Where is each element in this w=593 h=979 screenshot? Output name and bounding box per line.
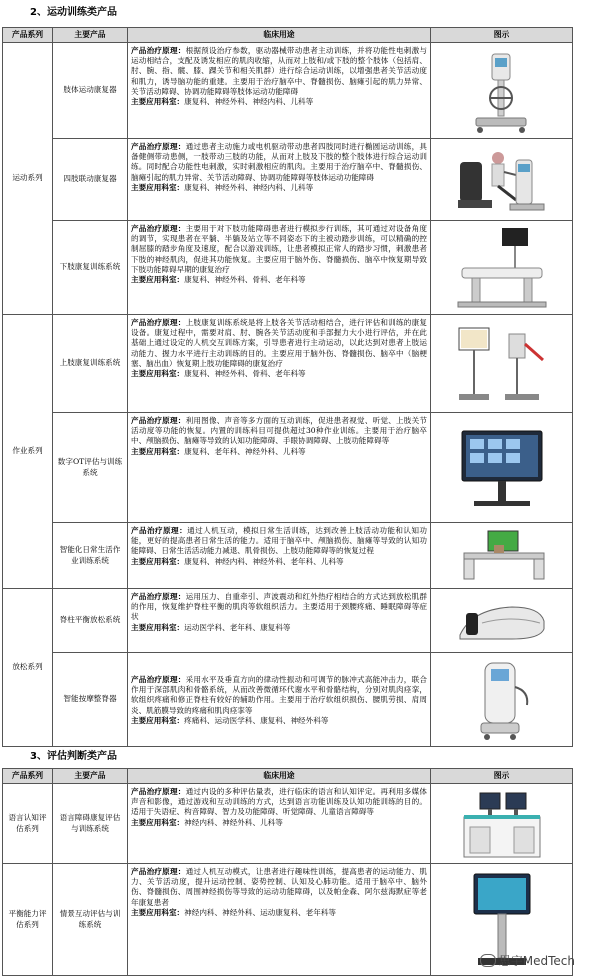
table-header [3,28,573,43]
product-cell: 上肢康复训练系统 [53,315,128,413]
series-cell: 作业系列 [3,315,53,589]
language-assessment-station-image [454,787,550,861]
dept-text: 神经内科、神经外科、运动康复科、老年科等 [184,907,337,917]
table-row [3,221,573,315]
principle-label: 产品治疗原理： [131,674,186,684]
image-cell [431,784,573,864]
product-cell: 语言障碍康复评估与训练系统 [53,784,128,864]
watermark [480,952,575,969]
usage-cell [128,523,431,589]
principle-text: 上肢康复训练系统是将上肢各关节活动相结合，进行评估和训练的康复设备。康复过程中，需要对肩、肘、腕各关节活动度和手部握力大小进行评估，并在此基础上通过设定的人机交互训练方案，引导患者进行主动运动，以此达到对患者上肢运动能力、握力水平进行主动训练的目的。主要应用于脑外伤、脊髓损伤、脑卒中（脑梗塞、脑出血）恢复期上肢功能障碍的康复治疗 [131,318,427,368]
principle-label: 产品治疗原理： [131,592,186,601]
spine-balance-system-image [452,595,552,647]
table-row [3,784,573,864]
product-cell: 情景互动评估与训练系统 [53,864,128,976]
digital-ot-screen-image [454,425,550,511]
header-series: 产品系列 [3,28,53,43]
product-cell: 四肢联动康复器 [53,139,128,221]
image-cell [431,315,573,413]
image-cell [431,139,573,221]
principle-label: 产品治疗原理： [131,46,186,55]
section-2-title: 2、运动训练类产品 [30,7,117,18]
sport-products-table [2,27,573,747]
image-cell [431,653,573,747]
principle-text: 采用水平及垂直方向的律动性振动和可调节的脉冲式高能冲击力，联合作用于深部肌肉和骨骼系统，从而改善微循环代谢水平和骨骼结构，分别对肌肉痉挛，软组织疼痛和修正脊柱有较好的辅助作用。主要用于治疗软组织损伤、腰肌劳损、肩周炎、肌筋膜导致的疼痛和肌肉痉挛等 [131,674,427,715]
dept-text: 康复科、神经外科、骨科、老年科等 [184,275,306,285]
dept-text: 康复科、神经外科、神经内科、儿科等 [184,182,314,192]
header-image: 图示 [431,769,573,784]
dept-label: 主要应用科室： [131,446,185,456]
dept-text: 康复科、神经外科、骨科、老年科等 [184,369,306,379]
image-cell [431,589,573,653]
series-cell: 运动系列 [3,43,53,315]
usage-cell [128,43,431,139]
header-image: 图示 [431,28,573,43]
table-row [3,523,573,589]
principle-label: 产品治疗原理： [131,526,188,535]
assessment-products-table [2,768,573,976]
image-cell [431,43,573,139]
principle-label: 产品治疗原理： [131,416,186,425]
adl-training-desk-image [454,527,550,585]
table-row [3,43,573,139]
table-row [3,413,573,523]
principle-text: 通过患者主动施力或电机驱动带动患者四肢同时进行椭圆运动训练，具备健侧带动患侧，一肢带动三肢的功能，从而对上肢及下肢的整个肢体进行综合运动训练。同时配合功能性电刺激，实时刺激相应的肌肉。主要用于治疗脑卒中、脊髓损伤、脑瘫引起的肌力异常、关节活动障碍、协调功能障碍等肢体运动功能障碍 [131,142,427,182]
header-product: 主要产品 [53,769,128,784]
product-cell: 肢体运动康复器 [53,43,128,139]
product-cell: 数字OT评估与训练系统 [53,413,128,523]
dept-text: 康复科、老年科、神经外科、儿科等 [184,446,306,456]
watermark-text: 思宇MedTech [498,954,575,968]
principle-text: 通过人机互动模式，让患者进行趣味性训练，提高患者的运动能力、肌力、关节活动度，提升运动控制、姿势控制、认知及心肺功能。适用于脑卒中、脑外伤、脊髓损伤、周围神经损伤等导致的运动功能障碍，以及帕金森、阿尔兹海默症等老年康复患者 [131,867,427,907]
usage-cell [128,589,431,653]
dept-label: 主要应用科室： [131,182,185,192]
usage-cell [128,864,431,976]
dept-label: 主要应用科室： [131,556,185,566]
product-cell: 脊柱平衡放松系统 [53,589,128,653]
usage-cell [128,221,431,315]
dept-label: 主要应用科室： [131,907,185,917]
lower-limb-system-image [452,224,552,312]
image-cell [431,523,573,589]
principle-text: 通过内设的多种评估量表，进行临床的语言和认知评定。再利用多媒体声音和影像，通过游戏和互动训练的方式，达到语言功能训练及认知功能训练的目的。适用于失语症、构音障碍、智力及功能障碍、听觉障碍、儿童语言障碍等 [131,787,427,817]
header-usage: 临床用途 [128,28,431,43]
section-3-title: 3、评估判断类产品 [30,751,117,762]
dept-label: 主要应用科室： [131,622,185,632]
image-cell [431,221,573,315]
header-product: 主要产品 [53,28,128,43]
table-row [3,589,573,653]
principle-text: 主要用于对下肢功能障碍患者进行模拟步行训练，其可通过对设备角度的调节，实现患者在平躺、半躺及站立等不同姿态下的主被动踏步训练，可以精确的控制屈膝的踏步角度及速度，配合以游戏训练，让患者模拟正常人的踏步习惯，刺激患者下肢的神经肌肉，促进其功能恢复。主要应用于脑外伤、脊髓损伤、脑卒中恢复期导致下肢功能障碍早期的康复治疗 [131,224,427,274]
dept-text: 神经内科、神经外科、儿科等 [184,817,283,827]
dept-text: 康复科、神经内科、神经外科、老年科、儿科等 [184,556,344,566]
usage-cell [128,413,431,523]
principle-label: 产品治疗原理： [131,867,186,876]
dept-label: 主要应用科室： [131,715,185,725]
table-row [3,139,573,221]
principle-text: 通过人机互动，模拟日常生活训练，达到改善上肢活动功能和认知功能，更好的提高患者日常生活的能力。适用于脑卒中、颅脑损伤、脑瘫等导致的认知功能障碍、日常生活活动能力减退、肌骨损伤、上肢功能障碍等的恢复过程 [131,526,427,556]
principle-text: 利用图像、声音等多方面的互动训练，促进患者视觉、听觉、上肢关节活动度等功能的恢复。内置的训练科目可提供超过30种作业训练。主要用于治疗脑卒中、颅脑损伤、脑瘫等导致的认知功能障碍、手眼协调障碍、上肢功能障碍等 [131,416,427,446]
dept-label: 主要应用科室： [131,275,185,285]
principle-label: 产品治疗原理： [131,787,186,796]
usage-cell [128,315,431,413]
table-row [3,315,573,413]
dept-text: 运动医学科、老年科、康复科等 [184,622,291,632]
table-header [3,769,573,784]
dept-label: 主要应用科室： [131,817,185,827]
series-cell: 平衡能力评估系列 [3,864,53,976]
usage-cell [128,784,431,864]
principle-label: 产品治疗原理： [131,224,186,233]
product-cell: 智能化日常生活作业训练系统 [53,523,128,589]
principle-text: 运用压力、自重牵引、声波震动和红外热疗相结合的方式达到放松肌群的作用，恢复维护脊柱平衡的肌肉等软组织活力。主要适用于颈腰疼痛、睡眠障碍等症状 [131,592,427,622]
principle-label: 产品治疗原理： [131,142,186,151]
product-cell: 下肢康复训练系统 [53,221,128,315]
massage-spine-device-image [467,657,537,743]
principle-label: 产品治疗原理： [131,318,186,327]
usage-cell [128,653,431,747]
image-cell [431,413,573,523]
dept-text: 康复科、神经外科、神经内科、儿科等 [184,97,314,107]
dept-text: 疼痛科、运动医学科、康复科、神经外科等 [184,715,329,725]
series-cell: 放松系列 [3,589,53,747]
dept-label: 主要应用科室： [131,369,185,379]
table-row [3,653,573,747]
product-cell: 智能按摩整脊器 [53,653,128,747]
four-limb-device-image [454,142,549,218]
usage-cell [128,139,431,221]
series-cell: 语言认知评估系列 [3,784,53,864]
principle-text: 根据预设治疗参数，驱动器械带动患者主动训练，并将功能性电刺激与运动相结合，支配及诱发相应的肌肉收缩，从而对上肢和/或下肢的整个肢体（包括肩、肘、腕、指、髋、膝、踝关节和相关肌群）进行综合运动训练，以增强患者关节活动度和肌力，诱导脑功能的重建。主要用于治疗脑卒中、脊髓损伤、脑瘫引起的肌力异常、关节活动障碍、协调功能障碍等肢体运动功能障碍 [131,46,427,96]
chat-bubble-icon [480,954,496,967]
header-usage: 临床用途 [128,769,431,784]
header-series: 产品系列 [3,769,53,784]
upper-limb-system-image [447,320,557,408]
limb-rehab-device-image [462,46,542,136]
dept-label: 主要应用科室： [131,97,185,107]
